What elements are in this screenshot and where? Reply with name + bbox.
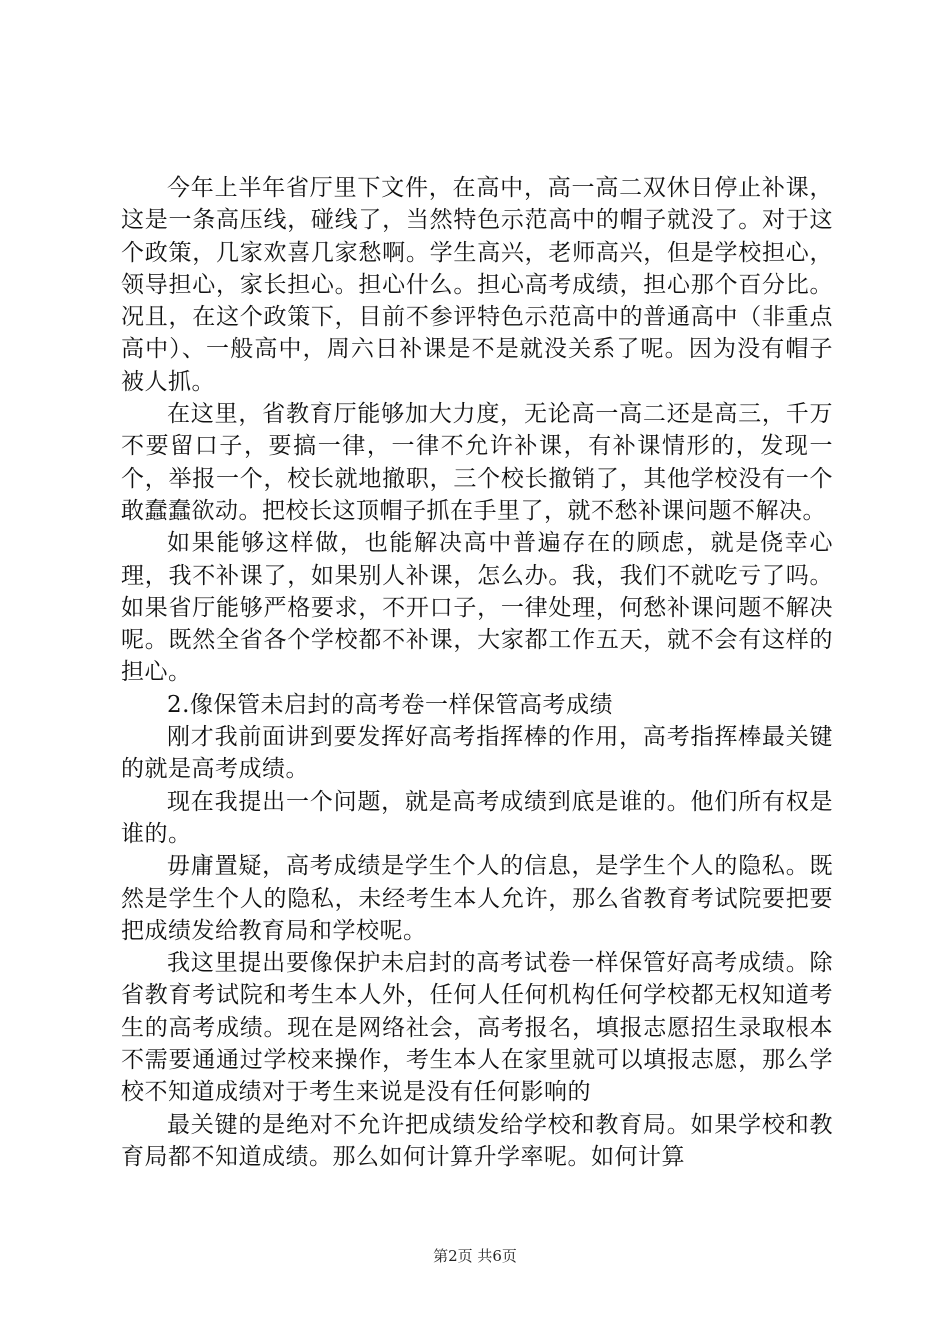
paragraph-2: 在这里，省教育厅能够加大力度，无论高一高二还是高三，千万不要留口子，要搞一律，一律不允许补课，有补课情形的，发现一个，举报一个，校长就地撤职，三个校长撤销了，其他学校没有一个敢蠢蠢欲动。把校长这顶帽子抓在手里了，就不愁补课问题不解决。 [121, 401, 833, 524]
paragraph-1: 今年上半年省厅里下文件，在高中，高一高二双休日停止补课，这是一条高压线，碰线了，当然特色示范高中的帽子就没了。对于这个政策，几家欢喜几家愁啊。学生高兴，老师高兴，但是学校担心，领导担心，家长担心。担心什么。担心高考成绩，担心那个百分比。况且，在这个政策下，目前不参评特色示范高中的普通高中（非重点高中）、一般高中，周六日补课是不是就没关系了呢。因为没有帽子被人抓。 [121, 175, 833, 395]
paragraph-3: 如果能够这样做，也能解决高中普遍存在的顾虑，就是侥幸心理，我不补课了，如果别人补课，怎么办。我，我们不就吃亏了吗。如果省厅能够严格要求，不开口子，一律处理，何愁补课问题不解决呢。既然全省各个学校都不补课，大家都工作五天，就不会有这样的担心。 [121, 530, 833, 686]
section-heading: 2.像保管未启封的高考卷一样保管高考成绩 [167, 691, 613, 718]
page-number-footer: 第2页 共6页 [433, 1247, 517, 1265]
paragraph-4: 刚才我前面讲到要发挥好高考指挥棒的作用，高考指挥棒最关键的就是高考成绩。 [121, 724, 833, 783]
paragraph-7: 我这里提出要像保护未启封的高考试卷一样保管好高考成绩。除省教育考试院和考生本人外，任何人任何机构任何学校都无权知道考生的高考成绩。现在是网络社会，高考报名，填报志愿招生录取根本不需要通通过学校来操作，考生本人在家里就可以填报志愿，那么学校不知道成绩对于考生来说是没有任何影响的 [121, 950, 833, 1106]
document-body [121, 172, 833, 1173]
paragraph-5: 现在我提出一个问题，就是高考成绩到底是谁的。他们所有权是谁的。 [121, 788, 833, 847]
paragraph-8: 最关键的是绝对不允许把成绩发给学校和教育局。如果学校和教育局都不知道成绩。那么如何计算升学率呢。如何计算 [121, 1111, 833, 1170]
paragraph-6: 毋庸置疑，高考成绩是学生个人的信息，是学生个人的隐私。既然是学生个人的隐私，未经考生本人允许，那么省教育考试院要把要把成绩发给教育局和学校呢。 [121, 853, 833, 944]
